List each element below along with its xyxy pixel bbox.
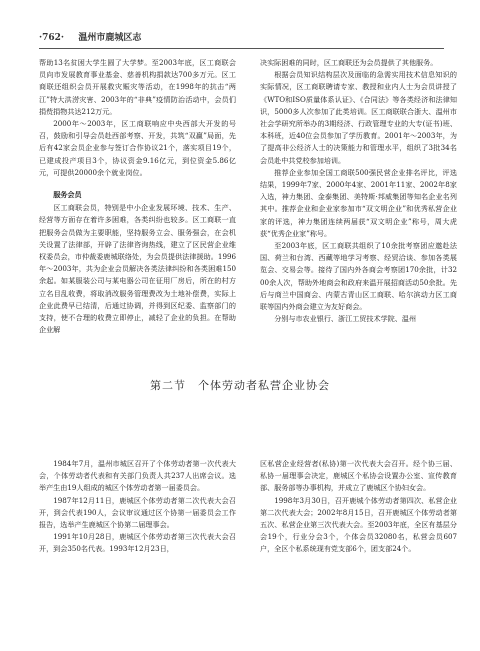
top-right-column — [260, 57, 457, 325]
bottom-right-column — [260, 458, 457, 556]
book-title: 温州市鹿城区志 — [78, 33, 142, 43]
paragraph: 区私营企业经营者(私协)第一次代表大会召开。经个协三届、私协一届理事会决定，鹿城区个私协会设置办公室、宣传教育部、服务部等办事机构，并成立了鹿城区个协妇女会。 — [260, 459, 457, 493]
paragraph: 区工商联会员，特别是中小企业发展环境、技术、生产、经营等方面存在着许多困难，各类纠纷也较多。区工商联一直把服务会员做为主要职能，坚持服务立会、服务强会，在会机关设置了法律部，开辟了法律咨询热线，建立了区民营企业维权委员会，市仲裁委鹿城联络处，为会员提供法律援助。1996年～2003年，共为企业会员解决各类法律纠纷和各类困难150余起。如某服装公司与某电器公司在征用厂房后，所在的村方立名目乱收费，将取消改服务管理费改为土地补偿费，实际上企业此费早已结清，后通过协调，并得到区纪委、监察部门的支持，使不合理的收费立即停止，减轻了企业的负担。在帮助企业解 — [39, 203, 236, 335]
paragraph: 1984年7月，温州市城区召开了个体劳动者第一次代表大会，个体劳动者代表和有关部门负责人共237人出席会议。选举产生由19人组成的城区个体劳动者第一届委员会。 — [39, 459, 236, 493]
paragraph: 1987年12月11日，鹿城区个体劳动者第二次代表大会召开，到会代表190人，会议审议通过区个协第一届委员会工作报告，选举产生鹿城区个协第二届理事会。 — [39, 495, 236, 530]
paragraph: 决实际困难的同时，区工商联还为会员提供了其他服务。 — [260, 58, 438, 67]
paragraph: 1998年3月30日，召开鹿城个体劳动者第四次、私营企业第二次代表大会；2002年8月15日，召开鹿城区个体劳动者第五次、私营企业第三次代表大会。至2003年底，全区有基层分会19个，行业分会3个，个体会员32080名，私营会员607户，全区个私系统现有党支部6个，团支部24个。 — [260, 495, 457, 554]
paragraph: 推荐企业参加全国工商联500强民营企业排名评比，评选结果，1999年7家、2000年4家、2001年11家、2002年8家入选，神力集团、金泰集团、美特斯·邦威集团等知名企业名列其中。推荐企业和企业家参加市“双文明企业”和优秀私营企业家的评选，神力集团连续两届获“双文明企业”称号，周大虎获“优秀企业家”称号。 — [260, 167, 457, 238]
section-title: 第二节 个体劳动者私营企业协会 — [150, 379, 330, 392]
paragraph: 分别与市农业银行、浙江工贸技术学院、温州 — [274, 314, 417, 324]
header-rule — [39, 48, 444, 49]
bottom-left-column — [39, 458, 236, 556]
subheading: 服务会员 — [53, 190, 82, 200]
top-left-column — [39, 57, 236, 336]
paragraph: 2000年～2003年，区工商联响应中央西部大开发的号召，鼓励和引导会员赴西部考察、开发，共筑“双赢”局面，先后有42家会员企业参与签订合作协议21个，落实项目19个，已建成投产项目3个，协议资金9.16亿元，到位资金5.86亿元，可提供20000余个就业岗位。 — [39, 119, 236, 177]
running-header — [39, 30, 444, 46]
paragraph: 根据会员知识结构层次及面临的急需实用技术信息知识的实际情况，区工商联聘请专家、教授和业内人士为会员讲授了《WTO和ISO质量体系认证》、《合同法》等各类经济和法律知识，5000多人次参加了此类培训。区工商联联合浙大、温州市社会学研究所举办的3期经济、行政管理专业的大专(证书)班、本科班，近40位会员参加了学历教育。2001年～2003年，为了提高非公经济人士的决策能力和管理水平，组织了3批34名会员赴中共党校参加培训。 — [260, 70, 457, 165]
paragraph: 至2003年底，区工商联共组织了10余批考察团应邀赴法国、荷兰和台湾、西藏等地学习考察、经贸洽谈、参加各类展览会、交易会等。接待了国内外各商会考察团170余批，计3200余人次，帮助外地商会和政府来温开展招商活动50余批。先后与商兰中国商会、内蒙古青山区工商联、哈尔滨动力区工商联等国内外商会建立为友好商会。 — [260, 241, 457, 312]
page-number: ·762· — [39, 33, 65, 43]
paragraph: 帮助13名贫困大学生圆了大学梦。至2003年底，区工商联会员向市发展教育事业基金、慈善机构捐款达700多万元。区工商联还组织会员开展救灾赈灾等活动，在1998年的抗击“两江”特大洪涝灾害、2003年的“非典”疫情防治活动中，会员们捐赀捐物共达212万元。 — [39, 58, 236, 116]
paragraph: 1991年10月28日，鹿城区个体劳动者第三次代表大会召开，到会350名代表。1993年12月23日， — [39, 532, 236, 554]
